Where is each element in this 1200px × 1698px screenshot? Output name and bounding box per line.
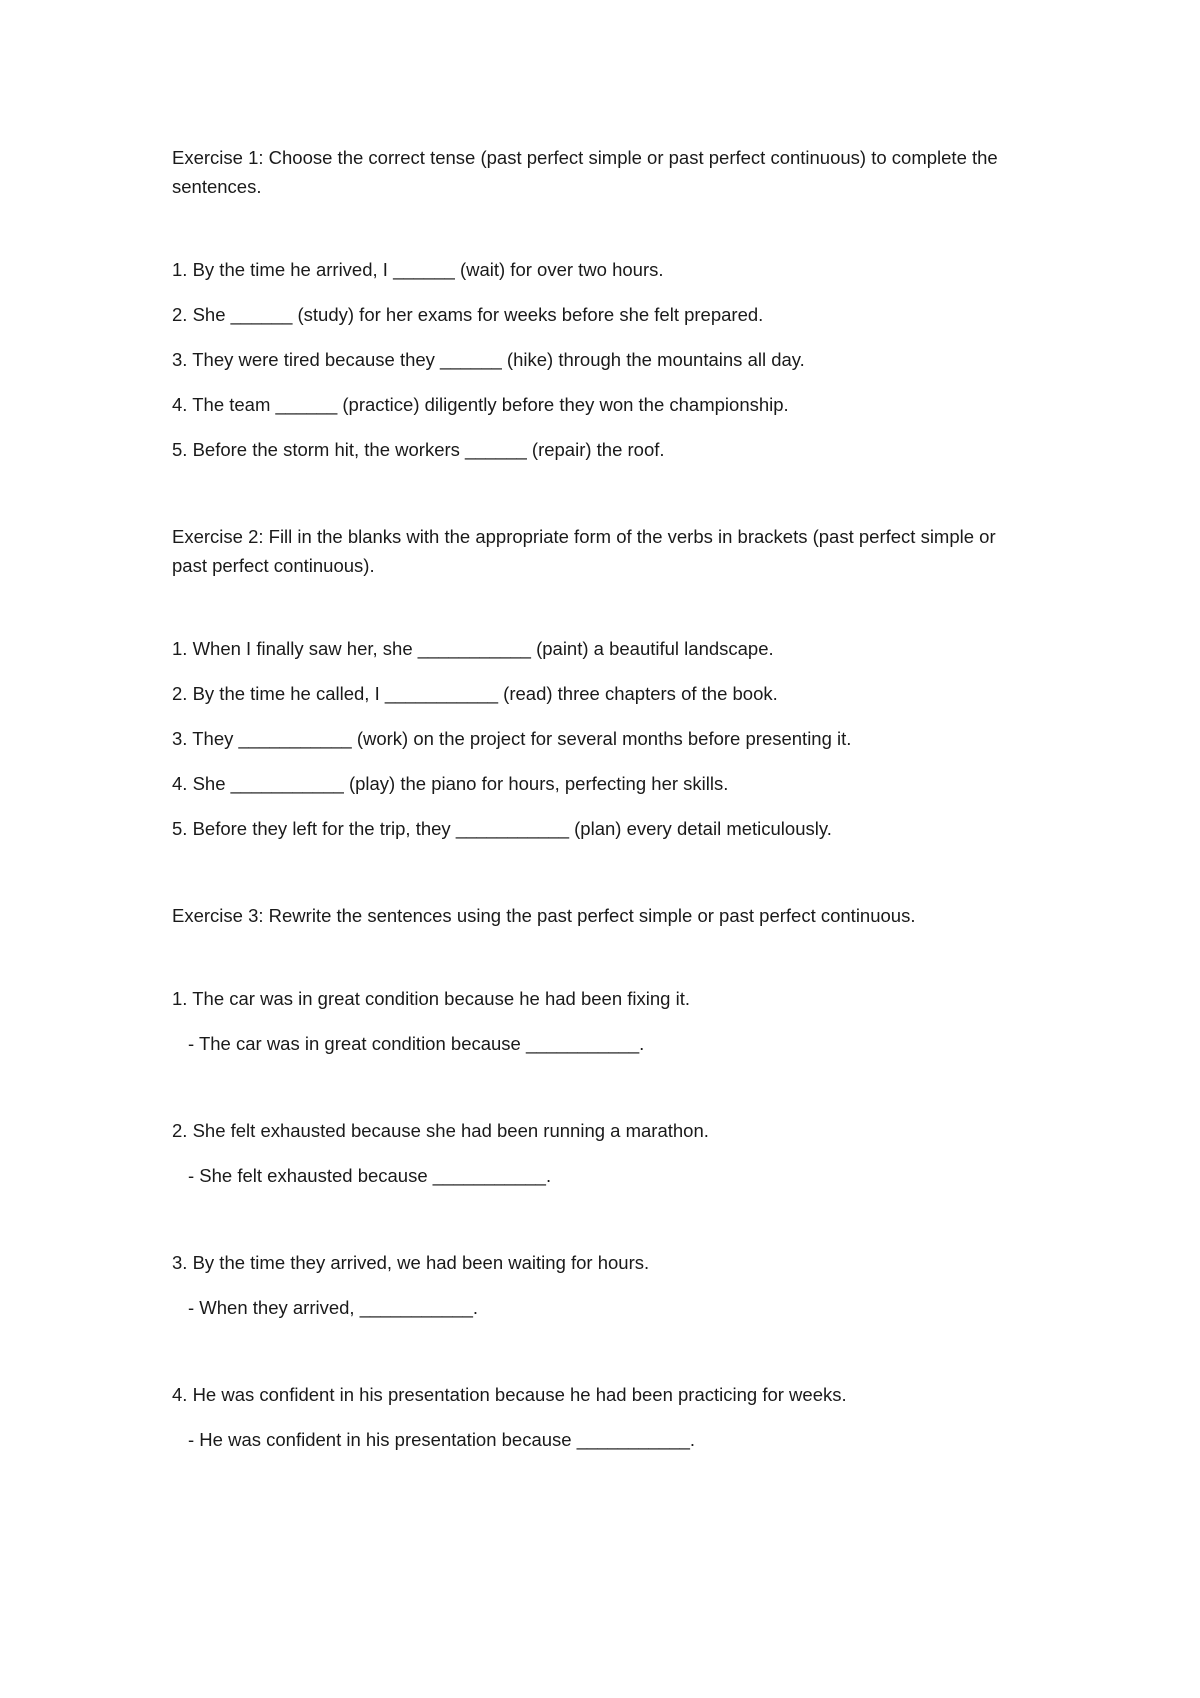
exercise-3-item-2	[172, 1116, 1032, 1190]
exercise-1	[172, 143, 1032, 464]
exercise-3-item-4	[172, 1380, 1032, 1454]
exercise-2	[172, 522, 1032, 843]
exercise-3-item-4-answer: - He was confident in his presentation because ___________.	[188, 1429, 696, 1450]
exercise-2-instruction: Exercise 2: Fill in the blanks with the appropriate form of the verbs in brackets (past perfect simple or past perfect continuous).	[172, 526, 996, 576]
exercise-2-item-3: 3. They ___________ (work) on the project for several months before presenting it.	[172, 728, 852, 749]
exercise-3-items	[172, 984, 1032, 1454]
exercise-1-item-3: 3. They were tired because they ______ (hike) through the mountains all day.	[172, 349, 805, 370]
exercise-1-item-4: 4. The team ______ (practice) diligently before they won the championship.	[172, 394, 789, 415]
exercise-1-instruction: Exercise 1: Choose the correct tense (past perfect simple or past perfect continuous) to complete the sentences.	[172, 147, 998, 197]
exercise-3-item-3-prompt: 3. By the time they arrived, we had been waiting for hours.	[172, 1252, 650, 1273]
exercise-3	[172, 901, 1032, 1454]
exercise-2-item-5: 5. Before they left for the trip, they ___________ (plan) every detail meticulously.	[172, 818, 832, 839]
exercise-3-item-1	[172, 984, 1032, 1058]
exercise-3-item-4-prompt: 4. He was confident in his presentation because he had been practicing for weeks.	[172, 1384, 847, 1405]
exercise-2-item-2: 2. By the time he called, I ___________ (read) three chapters of the book.	[172, 683, 778, 704]
document-body	[172, 143, 1032, 1454]
exercise-2-item-4: 4. She ___________ (play) the piano for hours, perfecting her skills.	[172, 773, 729, 794]
exercise-1-item-1: 1. By the time he arrived, I ______ (wait) for over two hours.	[172, 259, 664, 280]
exercise-3-item-2-answer: - She felt exhausted because ___________.	[188, 1165, 552, 1186]
exercise-3-item-1-prompt: 1. The car was in great condition because he had been fixing it.	[172, 988, 690, 1009]
exercise-2-item-1: 1. When I finally saw her, she ___________ (paint) a beautiful landscape.	[172, 638, 774, 659]
exercise-1-item-5: 5. Before the storm hit, the workers ______ (repair) the roof.	[172, 439, 665, 460]
exercise-3-item-2-prompt: 2. She felt exhausted because she had been running a marathon.	[172, 1120, 709, 1141]
exercise-2-items	[172, 634, 1032, 843]
exercise-3-item-1-answer: - The car was in great condition because ___________.	[188, 1033, 645, 1054]
exercise-1-items	[172, 255, 1032, 464]
exercise-3-item-3-answer: - When they arrived, ___________.	[188, 1297, 479, 1318]
exercise-1-item-2: 2. She ______ (study) for her exams for weeks before she felt prepared.	[172, 304, 764, 325]
exercise-3-instruction: Exercise 3: Rewrite the sentences using the past perfect simple or past perfect continuous.	[172, 905, 916, 926]
exercise-3-item-3	[172, 1248, 1032, 1322]
